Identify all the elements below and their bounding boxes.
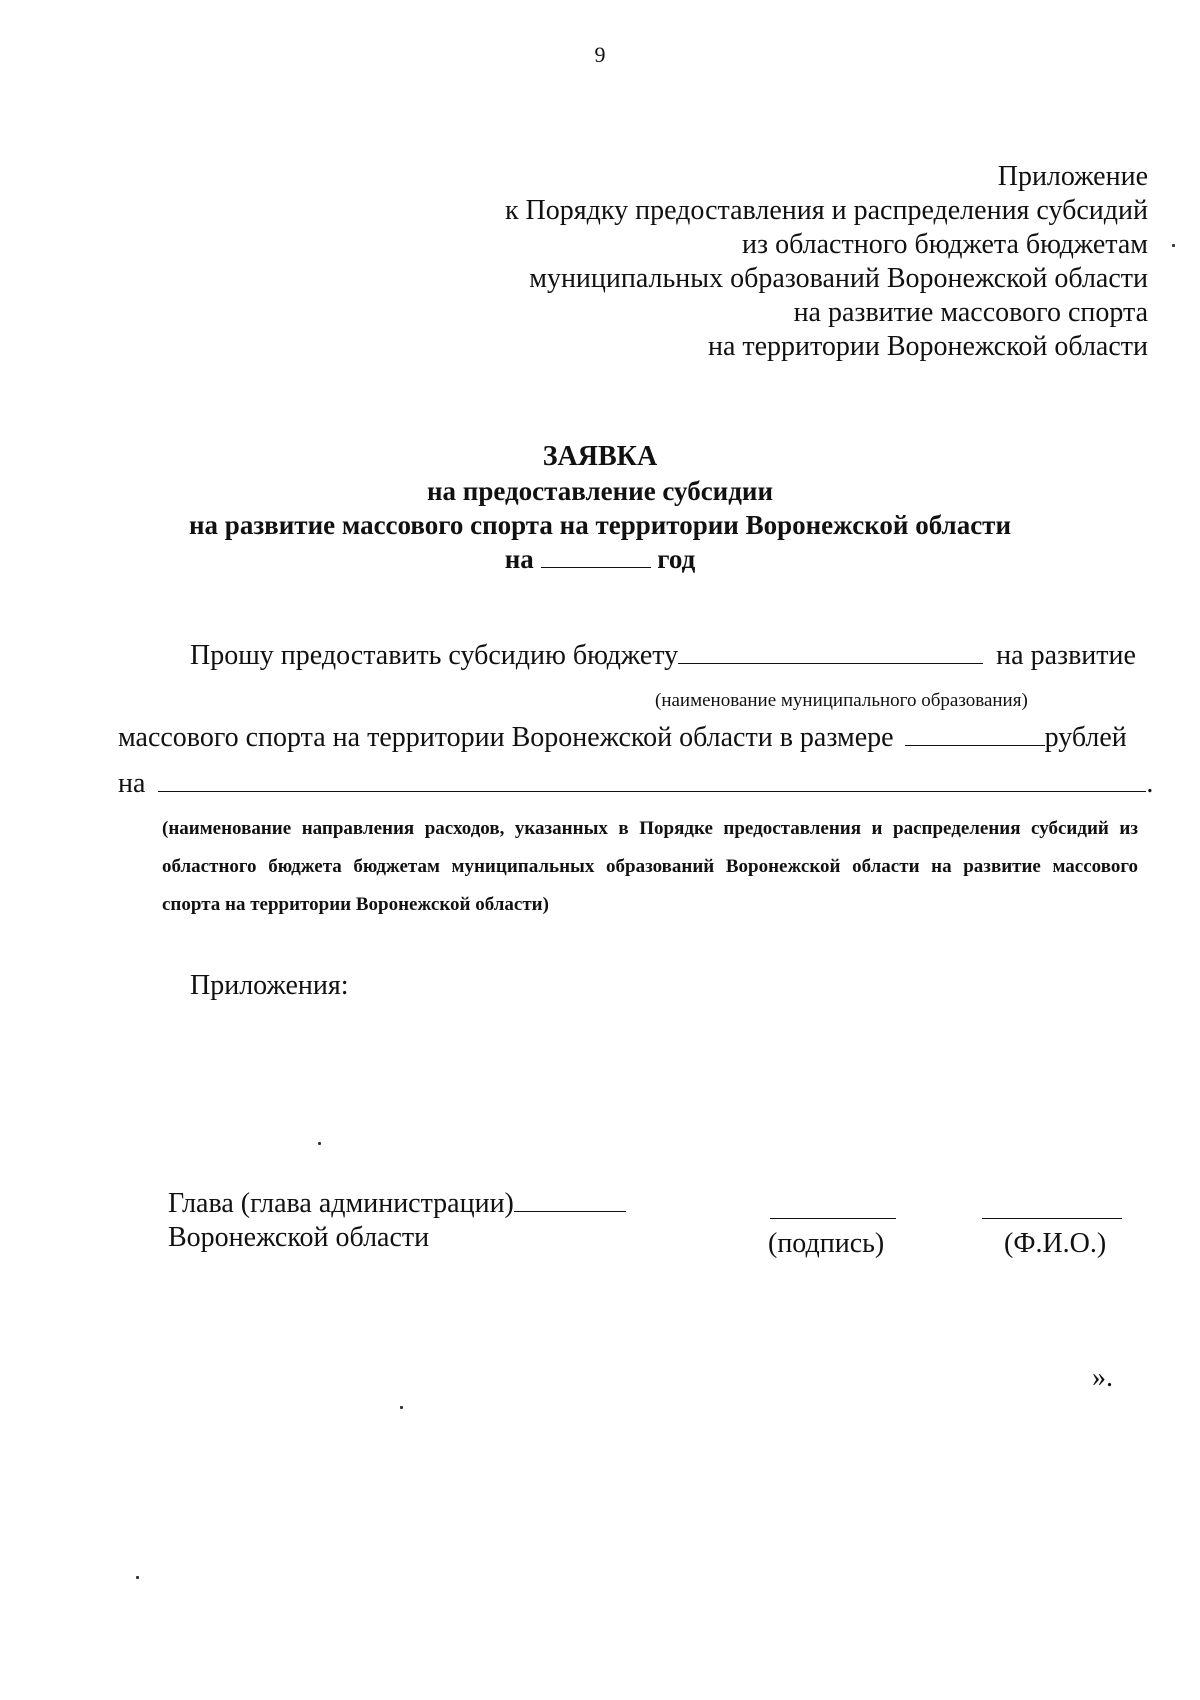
year-blank-field[interactable] — [541, 567, 651, 568]
request-line-3-end: . — [1146, 768, 1154, 799]
request-line-1-start: Прошу предоставить субсидию бюджету — [190, 640, 679, 671]
title-year-line — [0, 542, 1200, 576]
title-line-3: на развитие массового спорта на территории Воронежской области — [189, 510, 1011, 540]
note-line: спорта на территории Воронежской области) — [162, 894, 549, 915]
expense-direction-note — [162, 810, 1138, 924]
appendix-line: Приложение — [997, 161, 1148, 192]
signature-blank-field[interactable] — [770, 1218, 896, 1219]
appendix-line: на территории Воронежской области — [707, 331, 1148, 362]
scan-speck — [400, 1406, 403, 1409]
name-caption: (Ф.И.О.) — [1004, 1228, 1107, 1259]
appendix-line: муниципальных образований Воронежской области — [529, 263, 1148, 294]
appendix-line: на развитие массового спорта — [793, 297, 1148, 328]
municipality-blank-field[interactable] — [678, 663, 983, 664]
head-title-line-2: Воронежской области — [168, 1222, 430, 1253]
appendix-line: из областного бюджета бюджетам — [742, 229, 1148, 260]
municipality-caption: (наименование муниципального образования) — [655, 690, 1028, 711]
note-line: областного бюджета бюджетам муниципальных образований Воронежской области на развитие массового — [162, 856, 1138, 877]
document-title — [0, 440, 1200, 576]
request-line-1 — [190, 640, 1136, 672]
closing-quote: ». — [1092, 1362, 1113, 1393]
scan-speck — [1172, 244, 1175, 247]
scan-speck — [318, 1142, 321, 1145]
note-line: (наименование направления расходов, указанных в Порядке предоставления и распределения субсидий из — [162, 818, 1138, 839]
signature-caption: (подпись) — [768, 1228, 885, 1259]
appendix-line: к Порядку предоставления и распределения субсидий — [504, 195, 1148, 226]
request-line-3 — [118, 768, 1153, 800]
title-year-suffix: год — [657, 544, 696, 574]
head-title-line-1 — [168, 1188, 626, 1220]
request-line-3-start: на — [118, 768, 146, 799]
title-year-prefix: на — [504, 544, 534, 574]
title-line-2: на предоставление субсидии — [426, 476, 774, 506]
amount-blank-field[interactable] — [905, 745, 1045, 746]
title-main: ЗАЯВКА — [542, 441, 658, 472]
appendix-header — [505, 160, 1148, 364]
attachments-label: Приложения: — [190, 970, 349, 1001]
scan-speck — [136, 1576, 139, 1579]
expense-direction-blank-field[interactable] — [158, 791, 1146, 792]
request-line-2 — [118, 722, 1127, 754]
head-title-text: Глава (глава администрации) — [168, 1188, 514, 1219]
request-line-1-end: на развитие — [996, 640, 1136, 671]
page-number: 9 — [594, 42, 606, 67]
request-line-2-end: рублей — [1044, 722, 1127, 753]
name-blank-field[interactable] — [982, 1218, 1122, 1219]
request-line-2-start: массового спорта на территории Воронежской области в размере — [118, 722, 894, 753]
head-blank-field[interactable] — [514, 1211, 626, 1212]
